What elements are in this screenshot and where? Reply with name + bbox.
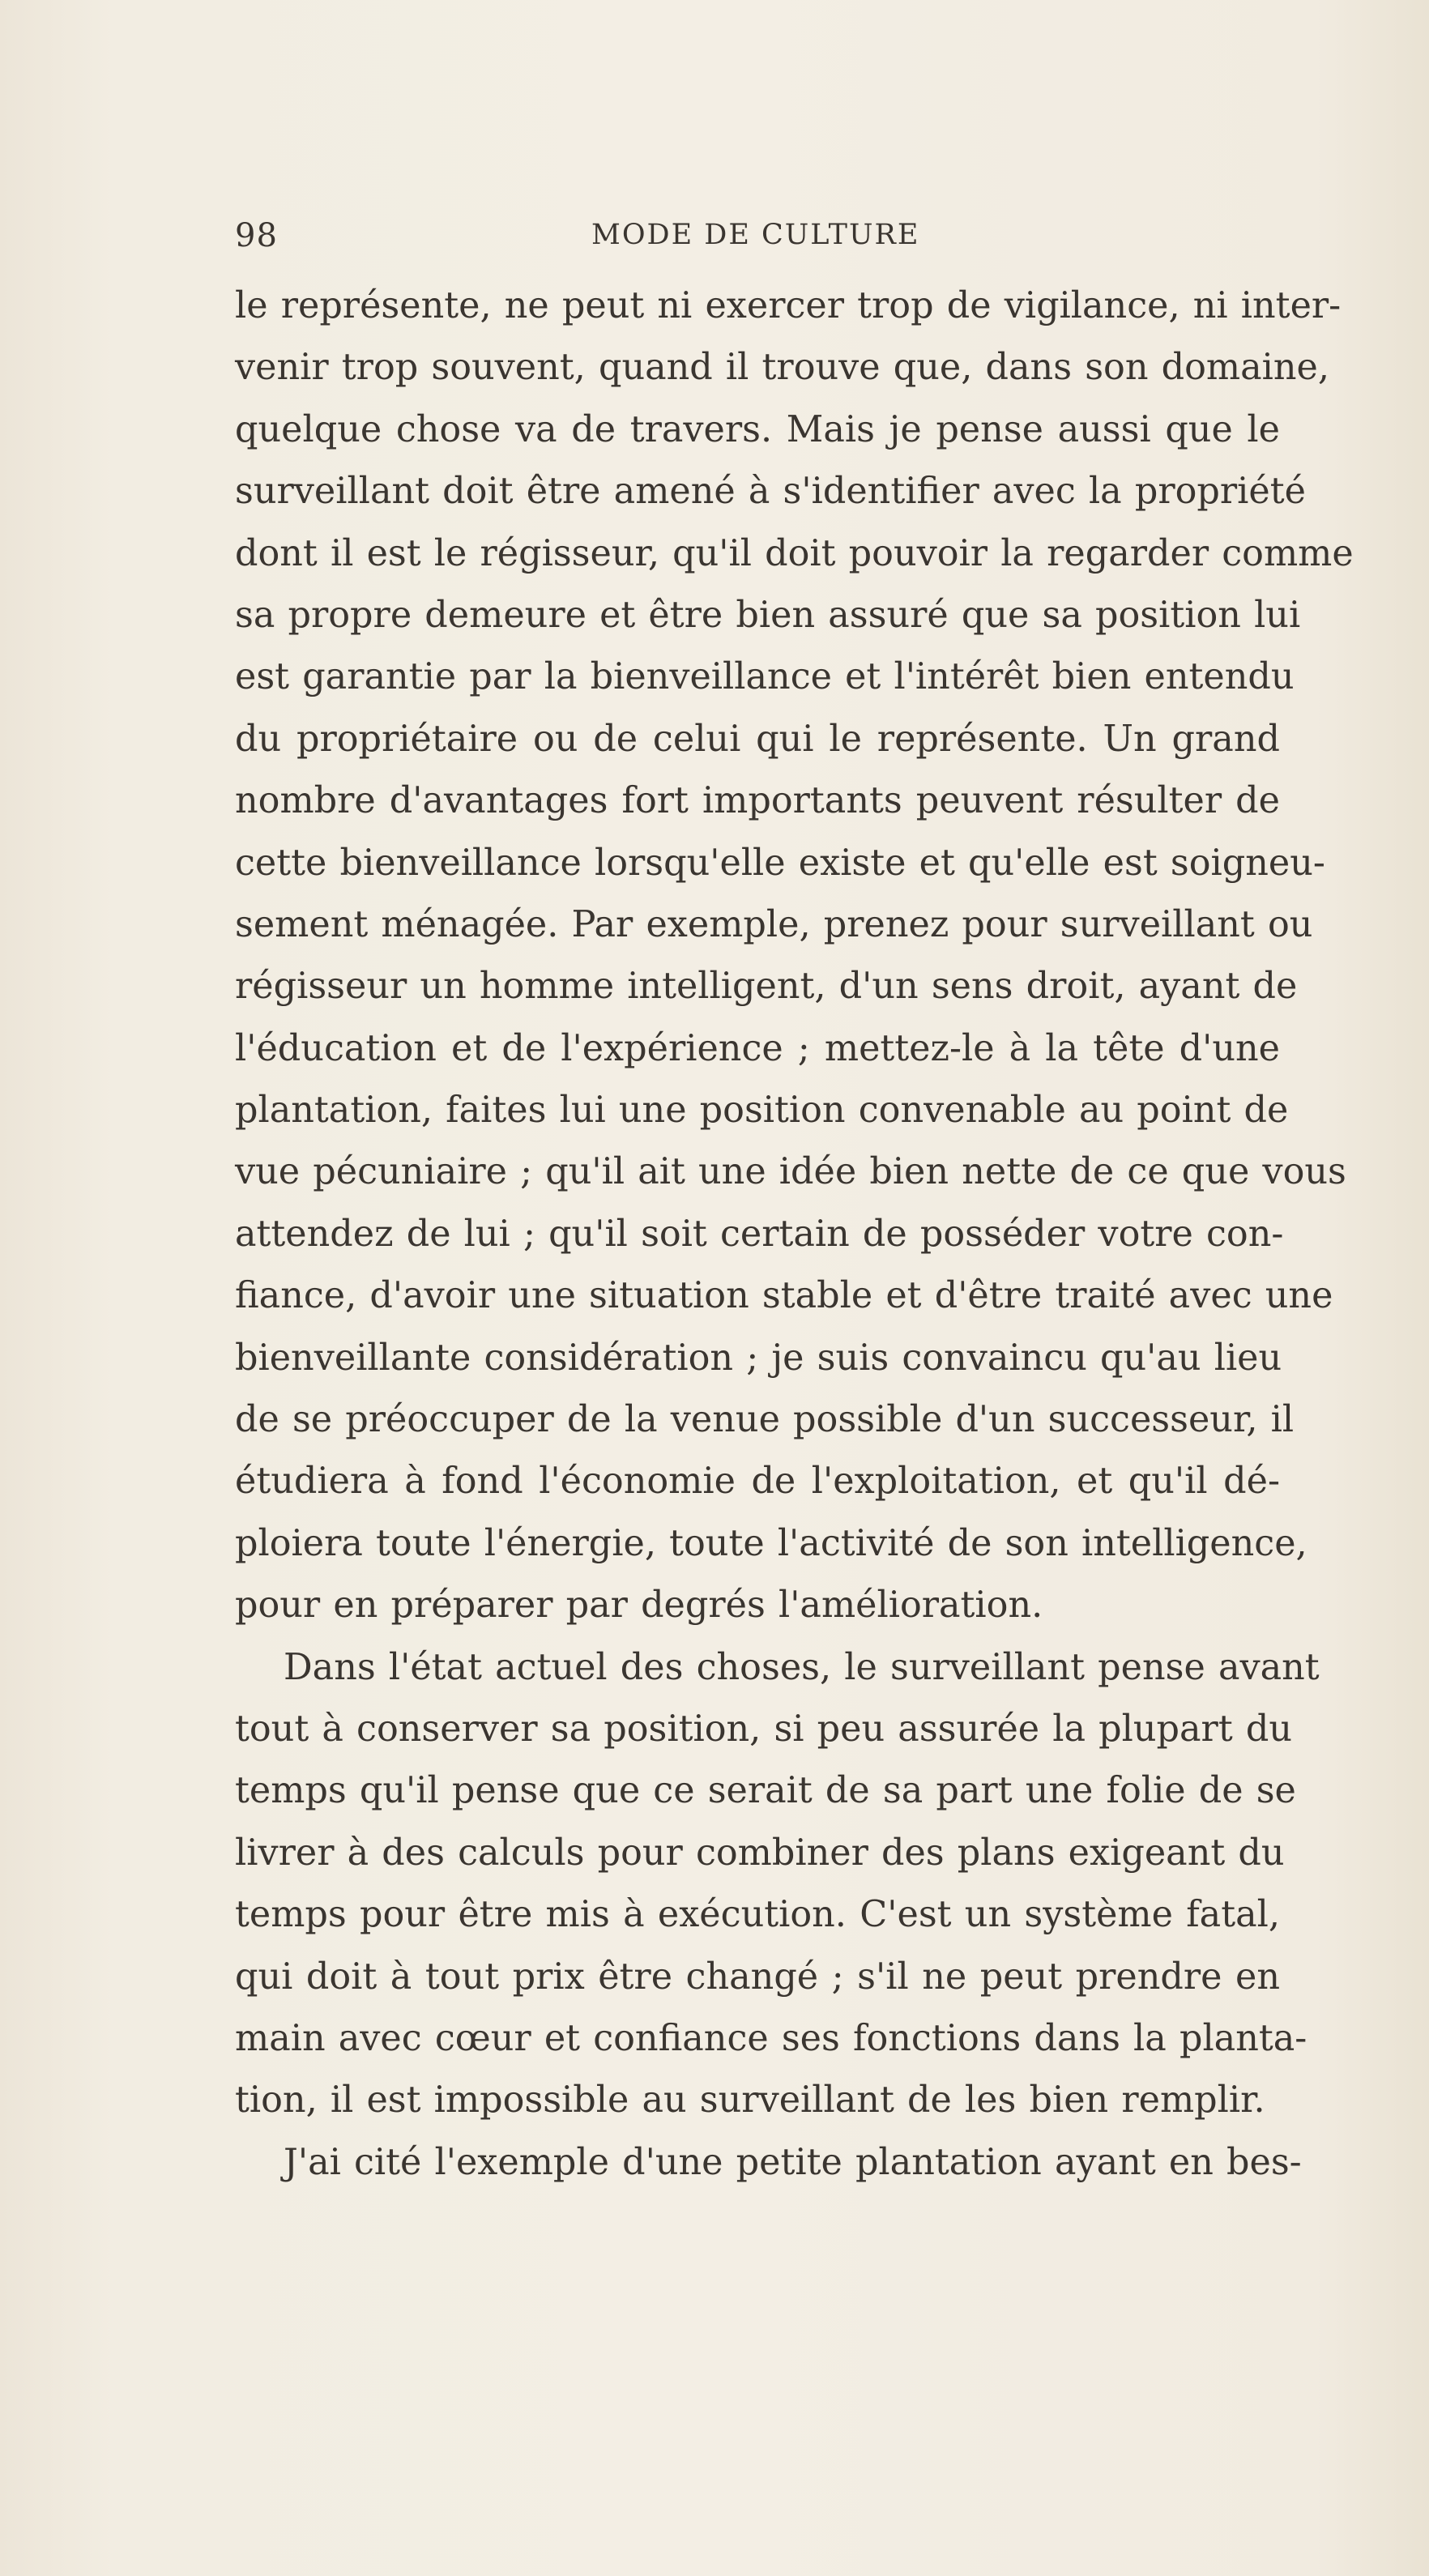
- paragraph: [235, 2132, 1320, 2194]
- text-line: attendez de lui ; qu'il soit certain de posséder votre con-: [235, 1213, 1284, 1255]
- text-line: pour en préparer par degrés l'amélioration.: [235, 1584, 1043, 1627]
- text-line: main avec cœur et confiance ses fonctions dans la planta-: [235, 2017, 1307, 2059]
- text-line: nombre d'avantages fort importants peuvent résulter de: [235, 780, 1280, 822]
- text-line: fiance, d'avoir une situation stable et d'être traité avec une: [235, 1275, 1333, 1317]
- text-line: tout à conserver sa position, si peu assurée la plupart du: [235, 1708, 1293, 1750]
- text-line: sa propre demeure et être bien assuré que sa position lui: [235, 594, 1301, 636]
- text-line: étudiera à fond l'économie de l'exploitation, et qu'il dé-: [235, 1461, 1280, 1503]
- text-line: de se préoccuper de la venue possible d'un successeur, il: [235, 1399, 1295, 1441]
- text-line: plantation, faites lui une position convenable au point de: [235, 1090, 1289, 1132]
- text-line: Dans l'état actuel des choses, le surveillant pense avant: [284, 1646, 1320, 1688]
- text-line: le représente, ne peut ni exercer trop de vigilance, ni inter-: [235, 285, 1342, 326]
- paragraph: [235, 1637, 1320, 2132]
- text-line: du propriétaire ou de celui qui le représente. Un grand: [235, 718, 1280, 760]
- text-line: livrer à des calculs pour combiner des plans exigeant du: [235, 1832, 1285, 1874]
- text-line: venir trop souvent, quand il trouve que, dans son domaine,: [235, 347, 1330, 389]
- text-line: sement ménagée. Par exemple, prenez pour surveillant ou: [235, 903, 1313, 945]
- text-block: [235, 217, 1354, 2194]
- running-title: MODE DE CULTURE: [591, 219, 920, 251]
- text-line: bienveillante considération ; je suis convaincu qu'au lieu: [235, 1337, 1282, 1379]
- text-line: ploiera toute l'énergie, toute l'activité de son intelligence,: [235, 1522, 1307, 1564]
- running-head: [235, 217, 1280, 267]
- text-line: J'ai cité l'exemple d'une petite plantation ayant en bes-: [284, 2141, 1302, 2183]
- text-line: temps qu'il pense que ce serait de sa part une folie de se: [235, 1770, 1296, 1812]
- page-number: 98: [235, 217, 278, 254]
- text-line: surveillant doit être amené à s'identifier avec la propriété: [235, 471, 1306, 513]
- text-line: régisseur un homme intelligent, d'un sens droit, ayant de: [235, 966, 1298, 1008]
- body-text: [235, 275, 1354, 2194]
- text-line: est garantie par la bienveillance et l'intérêt bien entendu: [235, 656, 1295, 698]
- text-line: quelque chose va de travers. Mais je pense aussi que le: [235, 408, 1280, 450]
- text-line: dont il est le régisseur, qu'il doit pouvoir la regarder comme: [235, 532, 1354, 574]
- text-line: tion, il est impossible au surveillant de les bien remplir.: [235, 2079, 1265, 2122]
- text-line: vue pécuniaire ; qu'il ait une idée bien nette de ce que vous: [235, 1151, 1346, 1193]
- text-line: cette bienveillance lorsqu'elle existe et qu'elle est soigneu-: [235, 842, 1325, 884]
- text-line: l'éducation et de l'expérience ; mettez-le à la tête d'une: [235, 1027, 1280, 1069]
- paragraph: [235, 275, 1354, 1637]
- text-line: temps pour être mis à exécution. C'est un système fatal,: [235, 1894, 1280, 1936]
- text-line: qui doit à tout prix être changé ; s'il ne peut prendre en: [235, 1955, 1280, 1998]
